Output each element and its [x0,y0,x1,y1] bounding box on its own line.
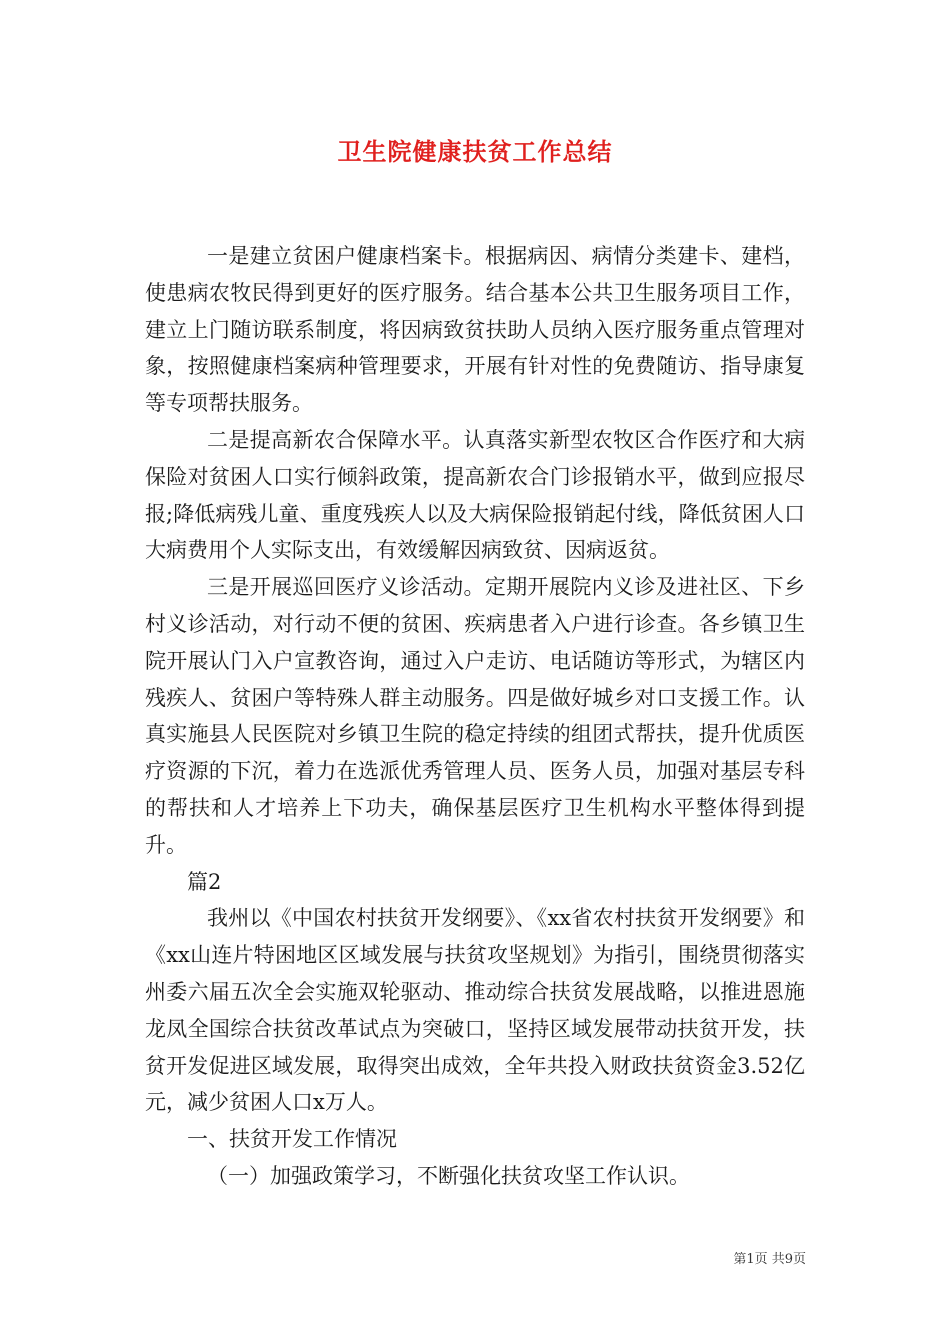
paragraph-health-records: 一是建立贫困户健康档案卡。根据病因、病情分类建卡、建档，使患病农牧民得到更好的医疗服务。结合基本公共卫生服务项目工作，建立上门随访联系制度，将因病致贫扶助人员纳入医疗服务重点管理对象，按照健康档案病种管理要求，开展有针对性的免费随访、指导康复等专项帮扶服务。 [145,244,805,416]
paragraph-insurance: 二是提高新农合保障水平。认真落实新型农牧区合作医疗和大病保险对贫困人口实行倾斜政策，提高新农合门诊报销水平，做到应报尽报;降低病残儿童、重度残疾人以及大病保险报销起付线，降低贫困人口大病费用个人实际支出，有效缓解因病致贫、因病返贫。 [145,427,805,563]
page-title: 卫生院健康扶贫工作总结 [337,137,613,166]
section-heading-work-status: 一、扶贫开发工作情况 [187,1127,397,1152]
paragraph-clinics: 三是开展巡回医疗义诊活动。定期开展院内义诊及进社区、下乡村义诊活动，对行动不便的贫困、疾病患者入户进行诊查。各乡镇卫生院开展认门入户宣教咨询，通过入户走访、电话随访等形式，为辖区内残疾人、贫困户等特殊人群主动服务。四是做好城乡对口支援工作。认真实施县人民医院对乡镇卫生院的稳定持续的组团式帮扶，提升优质医疗资源的下沉，着力在选派优秀管理人员、医务人员，加强对基层专科的帮扶和人才培养上下功夫，确保基层医疗卫生机构水平整体得到提升。 [145,575,805,857]
document-body [145,238,805,1195]
paragraph-prefecture-summary: 我州以《中国农村扶贫开发纲要》、《xx省农村扶贫开发纲要》和《xx山连片特困地区区域发展与扶贫攻坚规划》为指引，围绕贯彻落实州委六届五次全会实施双轮驱动、推动综合扶贫发展战略，以推进恩施龙凤全国综合扶贫改革试点为突破口，坚持区域发展带动扶贫开发，扶贫开发促进区域发展，取得突出成效，全年共投入财政扶贫资金3.52亿元，减少贫困人口x万人。 [145,906,805,1115]
subsection-heading-policy: （一）加强政策学习，不断强化扶贫攻坚工作认识。 [207,1163,690,1188]
section-heading-part2: 篇2 [187,869,222,894]
page-number: 第1页 共9页 [733,1252,806,1267]
